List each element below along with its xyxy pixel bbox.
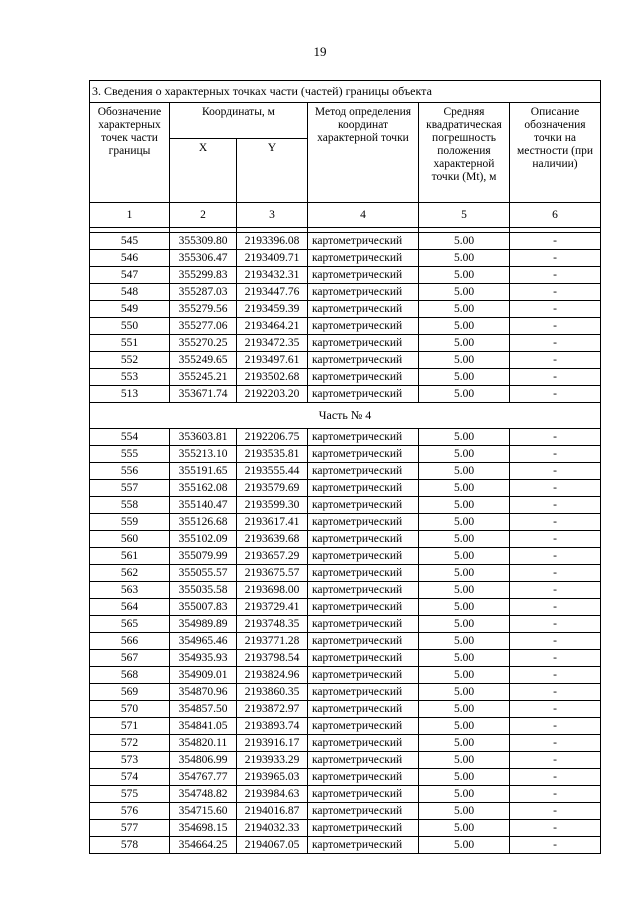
coord-x-cell: 355249.65 <box>170 352 237 369</box>
coord-y-cell: 2193748.35 <box>237 616 308 633</box>
method-cell: картометрический <box>308 803 419 820</box>
mean-error-cell: 5.00 <box>419 837 510 854</box>
coord-y-cell: 2192206.75 <box>237 429 308 446</box>
method-cell: картометрический <box>308 463 419 480</box>
mean-error-cell: 5.00 <box>419 233 510 250</box>
column-number: 4 <box>308 203 419 228</box>
coord-y-cell: 2193459.39 <box>237 301 308 318</box>
mean-error-cell: 5.00 <box>419 582 510 599</box>
description-cell: - <box>510 267 601 284</box>
mean-error-cell: 5.00 <box>419 752 510 769</box>
table-row <box>90 565 601 582</box>
table-row <box>90 352 601 369</box>
coord-y-cell: 2193502.68 <box>237 369 308 386</box>
mean-error-cell: 5.00 <box>419 633 510 650</box>
coord-x-cell: 355279.56 <box>170 301 237 318</box>
description-cell: - <box>510 301 601 318</box>
coord-x-cell: 355277.06 <box>170 318 237 335</box>
column-number: 5 <box>419 203 510 228</box>
method-cell: картометрический <box>308 565 419 582</box>
description-cell: - <box>510 701 601 718</box>
table-row <box>90 386 601 403</box>
point-number-cell: 560 <box>90 531 170 548</box>
coord-y-cell: 2193617.41 <box>237 514 308 531</box>
mean-error-cell: 5.00 <box>419 735 510 752</box>
point-number-cell: 578 <box>90 837 170 854</box>
method-cell: картометрический <box>308 735 419 752</box>
method-cell: картометрический <box>308 599 419 616</box>
mean-error-cell: 5.00 <box>419 769 510 786</box>
description-cell: - <box>510 752 601 769</box>
point-number-cell: 546 <box>90 250 170 267</box>
point-number-cell: 568 <box>90 667 170 684</box>
point-number-cell: 558 <box>90 497 170 514</box>
mean-error-cell: 5.00 <box>419 548 510 565</box>
table-row <box>90 463 601 480</box>
coord-x-cell: 354748.82 <box>170 786 237 803</box>
table-row <box>90 837 601 854</box>
table-title-row <box>90 81 601 103</box>
mean-error-cell: 5.00 <box>419 803 510 820</box>
description-cell: - <box>510 446 601 463</box>
coord-x-cell: 353671.74 <box>170 386 237 403</box>
coord-y-cell: 2193916.17 <box>237 735 308 752</box>
coord-y-cell: 2193555.44 <box>237 463 308 480</box>
table-row <box>90 250 601 267</box>
part-label-row <box>90 403 601 429</box>
header-mean-error: Средняя квадратическая погрешность положения характерной точки (Mt), м <box>419 103 510 203</box>
coord-y-cell: 2193579.69 <box>237 480 308 497</box>
method-cell: картометрический <box>308 718 419 735</box>
mean-error-cell: 5.00 <box>419 701 510 718</box>
mean-error-cell: 5.00 <box>419 429 510 446</box>
method-cell: картометрический <box>308 786 419 803</box>
coord-x-cell: 355306.47 <box>170 250 237 267</box>
description-cell: - <box>510 718 601 735</box>
part-label: Часть № 4 <box>90 403 601 429</box>
coord-y-cell: 2193535.81 <box>237 446 308 463</box>
table-row <box>90 701 601 718</box>
table-row <box>90 514 601 531</box>
description-cell: - <box>510 429 601 446</box>
coord-y-cell: 2193447.76 <box>237 284 308 301</box>
point-number-cell: 559 <box>90 514 170 531</box>
table-row <box>90 769 601 786</box>
method-cell: картометрический <box>308 650 419 667</box>
column-number: 3 <box>237 203 308 228</box>
coord-x-cell: 355245.21 <box>170 369 237 386</box>
description-cell: - <box>510 369 601 386</box>
description-cell: - <box>510 497 601 514</box>
coord-y-cell: 2193464.21 <box>237 318 308 335</box>
point-number-cell: 554 <box>90 429 170 446</box>
description-cell: - <box>510 233 601 250</box>
mean-error-cell: 5.00 <box>419 599 510 616</box>
table-row <box>90 267 601 284</box>
coord-x-cell: 355287.03 <box>170 284 237 301</box>
point-number-cell: 562 <box>90 565 170 582</box>
method-cell: картометрический <box>308 582 419 599</box>
point-number-cell: 563 <box>90 582 170 599</box>
method-cell: картометрический <box>308 335 419 352</box>
coord-y-cell: 2193409.71 <box>237 250 308 267</box>
method-cell: картометрический <box>308 616 419 633</box>
header-method: Метод определения координат характерной точки <box>308 103 419 203</box>
table-row <box>90 735 601 752</box>
mean-error-cell: 5.00 <box>419 250 510 267</box>
mean-error-cell: 5.00 <box>419 284 510 301</box>
point-number-cell: 570 <box>90 701 170 718</box>
coord-y-cell: 2193824.96 <box>237 667 308 684</box>
coord-x-cell: 355162.08 <box>170 480 237 497</box>
table-title: 3. Сведения о характерных точках части (частей) границы объекта <box>90 81 601 103</box>
method-cell: картометрический <box>308 514 419 531</box>
point-number-cell: 557 <box>90 480 170 497</box>
mean-error-cell: 5.00 <box>419 667 510 684</box>
mean-error-cell: 5.00 <box>419 480 510 497</box>
coord-x-cell: 354841.05 <box>170 718 237 735</box>
header-y: Y <box>237 139 308 203</box>
mean-error-cell: 5.00 <box>419 718 510 735</box>
description-cell: - <box>510 650 601 667</box>
description-cell: - <box>510 769 601 786</box>
coord-y-cell: 2193933.29 <box>237 752 308 769</box>
method-cell: картометрический <box>308 233 419 250</box>
method-cell: картометрический <box>308 548 419 565</box>
coord-y-cell: 2194067.05 <box>237 837 308 854</box>
description-cell: - <box>510 250 601 267</box>
coord-x-cell: 355270.25 <box>170 335 237 352</box>
point-number-cell: 566 <box>90 633 170 650</box>
coord-y-cell: 2193396.08 <box>237 233 308 250</box>
point-number-cell: 550 <box>90 318 170 335</box>
method-cell: картометрический <box>308 820 419 837</box>
coord-y-cell: 2193657.29 <box>237 548 308 565</box>
table-row <box>90 335 601 352</box>
mean-error-cell: 5.00 <box>419 301 510 318</box>
description-cell: - <box>510 616 601 633</box>
column-numbers-row <box>90 203 601 228</box>
mean-error-cell: 5.00 <box>419 497 510 514</box>
method-cell: картометрический <box>308 480 419 497</box>
coord-y-cell: 2193599.30 <box>237 497 308 514</box>
coord-y-cell: 2194016.87 <box>237 803 308 820</box>
description-cell: - <box>510 548 601 565</box>
coord-x-cell: 355007.83 <box>170 599 237 616</box>
method-cell: картометрический <box>308 667 419 684</box>
description-cell: - <box>510 837 601 854</box>
description-cell: - <box>510 565 601 582</box>
point-number-cell: 573 <box>90 752 170 769</box>
point-number-cell: 547 <box>90 267 170 284</box>
point-number-cell: 577 <box>90 820 170 837</box>
point-number-cell: 548 <box>90 284 170 301</box>
coord-y-cell: 2193497.61 <box>237 352 308 369</box>
mean-error-cell: 5.00 <box>419 514 510 531</box>
table-row <box>90 786 601 803</box>
description-cell: - <box>510 786 601 803</box>
mean-error-cell: 5.00 <box>419 446 510 463</box>
point-number-cell: 551 <box>90 335 170 352</box>
coord-y-cell: 2193472.35 <box>237 335 308 352</box>
column-number: 1 <box>90 203 170 228</box>
method-cell: картометрический <box>308 752 419 769</box>
coord-y-cell: 2193698.00 <box>237 582 308 599</box>
table-row <box>90 480 601 497</box>
description-cell: - <box>510 820 601 837</box>
coord-x-cell: 353603.81 <box>170 429 237 446</box>
description-cell: - <box>510 318 601 335</box>
table-row <box>90 684 601 701</box>
coord-y-cell: 2193771.28 <box>237 633 308 650</box>
method-cell: картометрический <box>308 531 419 548</box>
coord-x-cell: 355309.80 <box>170 233 237 250</box>
column-number: 2 <box>170 203 237 228</box>
coord-y-cell: 2193984.63 <box>237 786 308 803</box>
mean-error-cell: 5.00 <box>419 786 510 803</box>
coord-y-cell: 2194032.33 <box>237 820 308 837</box>
coord-x-cell: 354820.11 <box>170 735 237 752</box>
point-number-cell: 561 <box>90 548 170 565</box>
coord-x-cell: 354965.46 <box>170 633 237 650</box>
method-cell: картометрический <box>308 284 419 301</box>
header-coordinates: Координаты, м <box>170 103 308 139</box>
point-number-cell: 513 <box>90 386 170 403</box>
coord-x-cell: 355055.57 <box>170 565 237 582</box>
mean-error-cell: 5.00 <box>419 531 510 548</box>
method-cell: картометрический <box>308 684 419 701</box>
description-cell: - <box>510 667 601 684</box>
table-row <box>90 284 601 301</box>
table-row <box>90 803 601 820</box>
coord-x-cell: 355035.58 <box>170 582 237 599</box>
table-row <box>90 369 601 386</box>
coord-x-cell: 354935.93 <box>170 650 237 667</box>
table-row <box>90 820 601 837</box>
mean-error-cell: 5.00 <box>419 386 510 403</box>
table-row <box>90 531 601 548</box>
point-number-cell: 574 <box>90 769 170 786</box>
coord-x-cell: 354909.01 <box>170 667 237 684</box>
coord-x-cell: 354870.96 <box>170 684 237 701</box>
mean-error-cell: 5.00 <box>419 684 510 701</box>
table-row <box>90 429 601 446</box>
table-row <box>90 318 601 335</box>
mean-error-cell: 5.00 <box>419 820 510 837</box>
method-cell: картометрический <box>308 301 419 318</box>
coord-y-cell: 2193893.74 <box>237 718 308 735</box>
description-cell: - <box>510 284 601 301</box>
table-row <box>90 301 601 318</box>
coord-x-cell: 355140.47 <box>170 497 237 514</box>
coord-x-cell: 355126.68 <box>170 514 237 531</box>
point-number-cell: 555 <box>90 446 170 463</box>
method-cell: картометрический <box>308 369 419 386</box>
table-row <box>90 633 601 650</box>
boundary-points-table <box>89 80 601 854</box>
table-row <box>90 650 601 667</box>
point-number-cell: 545 <box>90 233 170 250</box>
header-row <box>90 103 601 139</box>
method-cell: картометрический <box>308 837 419 854</box>
coord-x-cell: 354857.50 <box>170 701 237 718</box>
description-cell: - <box>510 514 601 531</box>
method-cell: картометрический <box>308 497 419 514</box>
coord-y-cell: 2193639.68 <box>237 531 308 548</box>
description-cell: - <box>510 599 601 616</box>
table-row <box>90 233 601 250</box>
coord-y-cell: 2193860.35 <box>237 684 308 701</box>
coord-x-cell: 355079.99 <box>170 548 237 565</box>
method-cell: картометрический <box>308 352 419 369</box>
point-number-cell: 576 <box>90 803 170 820</box>
table-row <box>90 548 601 565</box>
point-number-cell: 564 <box>90 599 170 616</box>
coord-x-cell: 355191.65 <box>170 463 237 480</box>
description-cell: - <box>510 735 601 752</box>
description-cell: - <box>510 463 601 480</box>
description-cell: - <box>510 531 601 548</box>
description-cell: - <box>510 803 601 820</box>
point-number-cell: 556 <box>90 463 170 480</box>
mean-error-cell: 5.00 <box>419 318 510 335</box>
table-row <box>90 752 601 769</box>
description-cell: - <box>510 684 601 701</box>
method-cell: картометрический <box>308 429 419 446</box>
header-x: X <box>170 139 237 203</box>
method-cell: картометрический <box>308 318 419 335</box>
mean-error-cell: 5.00 <box>419 565 510 582</box>
method-cell: картометрический <box>308 446 419 463</box>
table-row <box>90 582 601 599</box>
table-row <box>90 446 601 463</box>
table-row <box>90 497 601 514</box>
table-row <box>90 667 601 684</box>
method-cell: картометрический <box>308 633 419 650</box>
point-number-cell: 572 <box>90 735 170 752</box>
mean-error-cell: 5.00 <box>419 335 510 352</box>
point-number-cell: 565 <box>90 616 170 633</box>
coord-y-cell: 2193432.31 <box>237 267 308 284</box>
point-number-cell: 552 <box>90 352 170 369</box>
table-row <box>90 599 601 616</box>
mean-error-cell: 5.00 <box>419 352 510 369</box>
coord-x-cell: 354767.77 <box>170 769 237 786</box>
coord-x-cell: 355299.83 <box>170 267 237 284</box>
point-number-cell: 567 <box>90 650 170 667</box>
description-cell: - <box>510 582 601 599</box>
description-cell: - <box>510 480 601 497</box>
coord-x-cell: 355213.10 <box>170 446 237 463</box>
header-description: Описание обозначения точки на местности (при наличии) <box>510 103 601 203</box>
coord-y-cell: 2193965.03 <box>237 769 308 786</box>
coord-y-cell: 2192203.20 <box>237 386 308 403</box>
coord-y-cell: 2193729.41 <box>237 599 308 616</box>
coord-x-cell: 354715.60 <box>170 803 237 820</box>
mean-error-cell: 5.00 <box>419 267 510 284</box>
description-cell: - <box>510 386 601 403</box>
point-number-cell: 575 <box>90 786 170 803</box>
column-number: 6 <box>510 203 601 228</box>
point-number-cell: 553 <box>90 369 170 386</box>
mean-error-cell: 5.00 <box>419 369 510 386</box>
coord-x-cell: 354806.99 <box>170 752 237 769</box>
description-cell: - <box>510 335 601 352</box>
mean-error-cell: 5.00 <box>419 463 510 480</box>
description-cell: - <box>510 352 601 369</box>
method-cell: картометрический <box>308 386 419 403</box>
table-row <box>90 616 601 633</box>
page-number: 19 <box>313 44 327 59</box>
method-cell: картометрический <box>308 250 419 267</box>
mean-error-cell: 5.00 <box>419 650 510 667</box>
point-number-cell: 549 <box>90 301 170 318</box>
coord-x-cell: 355102.09 <box>170 531 237 548</box>
method-cell: картометрический <box>308 267 419 284</box>
description-cell: - <box>510 633 601 650</box>
coord-y-cell: 2193872.97 <box>237 701 308 718</box>
coord-y-cell: 2193675.57 <box>237 565 308 582</box>
mean-error-cell: 5.00 <box>419 616 510 633</box>
method-cell: картометрический <box>308 769 419 786</box>
table-row <box>90 718 601 735</box>
coord-x-cell: 354664.25 <box>170 837 237 854</box>
coord-x-cell: 354698.15 <box>170 820 237 837</box>
point-number-cell: 569 <box>90 684 170 701</box>
coord-x-cell: 354989.89 <box>170 616 237 633</box>
point-number-cell: 571 <box>90 718 170 735</box>
method-cell: картометрический <box>308 701 419 718</box>
coord-y-cell: 2193798.54 <box>237 650 308 667</box>
header-point-designation: Обозначение характерных точек части границы <box>90 103 170 203</box>
